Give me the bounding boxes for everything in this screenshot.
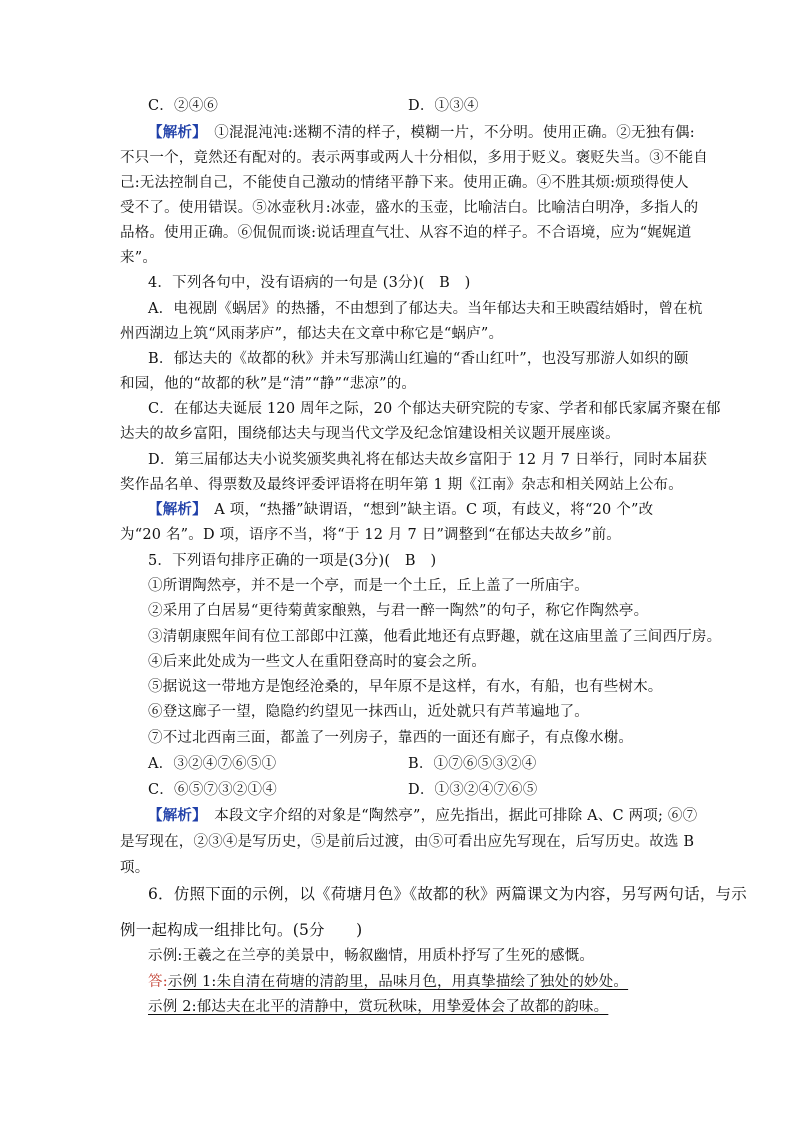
q3-analysis-line6: 来”。 <box>120 250 158 266</box>
q4-analysis-line1 <box>148 500 708 520</box>
answer-label: 答: <box>148 974 168 990</box>
q4-option-d-line1: D．第三届郁达夫小说奖颁奖典礼将在郁达夫故乡富阳于 12 月 7 日举行，同时本届获 <box>148 452 708 468</box>
q3-analysis-line5: 品格。使用正确。⑥侃侃而谈:说话理直气壮、从容不迫的样子。不合语境，应为“娓娓道 <box>120 225 692 241</box>
q5-stem: 5．下列语句排序正确的一项是(3分)( B ) <box>148 553 437 569</box>
q4-option-c-line1: C．在郁达夫诞辰 120 周年之际，20 个郁达夫研究院的专家、学者和郁氏家属齐聚在郁 <box>148 401 721 417</box>
q5-option-a: A．③②④⑦⑥⑤① <box>148 756 277 772</box>
q4-option-c-line2: 达夫的故乡富阳，围绕郁达夫与现当代文学及纪念馆建设相关议题开展座谈。 <box>120 426 620 442</box>
q4-option-d-line2: 奖作品名单、得票数及最终评委评语将在明年第 1 期《江南》杂志和相关网站上公布。 <box>120 477 683 493</box>
q3-analysis-line1 <box>148 123 708 143</box>
q5-option-d: D．①③②④⑦⑥⑤ <box>408 782 538 798</box>
q4-analysis-line2: 为“20 名”。D 项，语序不当，将“于 12 月 7 日”调整到“在郁达夫故乡”前。 <box>120 527 621 543</box>
q5-sentence-6: ⑥登这廊子一望，隐隐约约望见一抹西山，近处就只有芦苇遍地了。 <box>148 704 589 720</box>
q6-answer-line1 <box>148 972 708 992</box>
q6-stem-line2: 例一起构成一组排比句。(5分 ) <box>120 921 363 939</box>
analysis-tag: 【解析】 <box>148 807 200 824</box>
q6-example: 示例:王羲之在兰亭的美景中，畅叙幽情，用质朴抒写了生死的感慨。 <box>148 948 595 964</box>
q5-option-c: C．⑥⑤⑦③②①④ <box>148 782 277 798</box>
q5-sentence-3: ③清朝康熙年间有位工部郎中江藻，他看此地还有点野趣，就在这庙里盖了三间西厅房。 <box>148 629 722 645</box>
q5-sentence-2: ②采用了白居易“更待菊黄家酿熟，与君一醉一陶然”的句子，称它作陶然亭。 <box>148 603 649 619</box>
q3-analysis-line3: 己:无法控制自己，不能使自己激动的情绪平静下来。使用正确。④不胜其烦:烦琐得使人 <box>120 175 689 191</box>
q3-option-d: D．①③④ <box>408 98 479 114</box>
q3-option-c: C．②④⑥ <box>148 98 219 114</box>
q5-analysis-line2: 是写现在，②③④是写历史，⑤是前后过渡，由⑤可看出应先写现在，后写历史。故选 B <box>120 834 695 850</box>
analysis-tag: 【解析】 <box>148 124 200 141</box>
q4-option-b-line1: B．郁达夫的《故都的秋》并未写那满山红遍的“香山红叶”，也没写那游人如织的颐 <box>148 351 689 367</box>
q4-option-b-line2: 和园，他的“故都的秋”是“清”“静”“悲凉”的。 <box>120 376 417 392</box>
q6-stem-line1: 6．仿照下面的示例，以《荷塘月色》《故都的秋》两篇课文为内容，另写两句话，与示 <box>148 885 747 903</box>
q4-option-a-line1: A．电视剧《蜗居》的热播，不由想到了郁达夫。当年郁达夫和王映霞结婚时，曾在杭 <box>148 301 703 317</box>
q5-sentence-7: ⑦不过北西南三面，都盖了一列房子，靠西的一面还有廊子，有点像水榭。 <box>148 730 634 746</box>
q5-sentence-4: ④后来此处成为一些文人在重阳登高时的宴会之所。 <box>148 654 487 670</box>
answer-text: 示例 1:朱自清在荷塘的清韵里，品味月色，用真挚描绘了独处的妙处。 <box>167 974 629 990</box>
q5-sentence-1: ①所谓陶然亭，并不是一个亭，而是一个土丘，丘上盖了一所庙宇。 <box>148 578 589 594</box>
q5-analysis-line1 <box>148 806 708 826</box>
answer-text: 示例 2:郁达夫在北平的清静中，赏玩秋味，用挚爱体会了故都的韵味。 <box>148 999 609 1015</box>
analysis-tag: 【解析】 <box>148 501 200 518</box>
q5-option-b: B．①⑦⑥⑤③②④ <box>408 756 537 772</box>
q5-sentence-5: ⑤据说这一带地方是饱经沧桑的，早年原不是这样，有水，有船，也有些树木。 <box>148 679 663 695</box>
analysis-text: ①混混沌沌:迷糊不清的样子，模糊一片，不分明。使用正确。②无独有偶: <box>214 125 695 141</box>
q5-analysis-line3: 项。 <box>120 860 150 876</box>
analysis-text: 本段文字介绍的对象是“陶然亭”，应先指出，据此可排除 A、C 两项; ⑥⑦ <box>214 808 698 824</box>
analysis-text: A 项，“热播”缺谓语，“想到”缺主语。C 项，有歧义，将“20 个”改 <box>214 502 654 518</box>
q3-analysis-line2: 不只一个，竟然还有配对的。表示两事或两人十分相似，多用于贬义。褒贬失当。③不能自 <box>120 150 708 166</box>
q6-answer-line2 <box>148 997 708 1017</box>
q3-analysis-line4: 受不了。使用错误。⑤冰壶秋月:冰壶，盛水的玉壶，比喻洁白。比喻洁白明净，多指人的 <box>120 200 699 216</box>
q4-stem: 4．下列各句中，没有语病的一句是 (3分)( B ) <box>148 275 471 291</box>
q4-option-a-line2: 州西湖边上筑“风雨茅庐”，郁达夫在文章中称它是“蜗庐”。 <box>120 326 504 342</box>
